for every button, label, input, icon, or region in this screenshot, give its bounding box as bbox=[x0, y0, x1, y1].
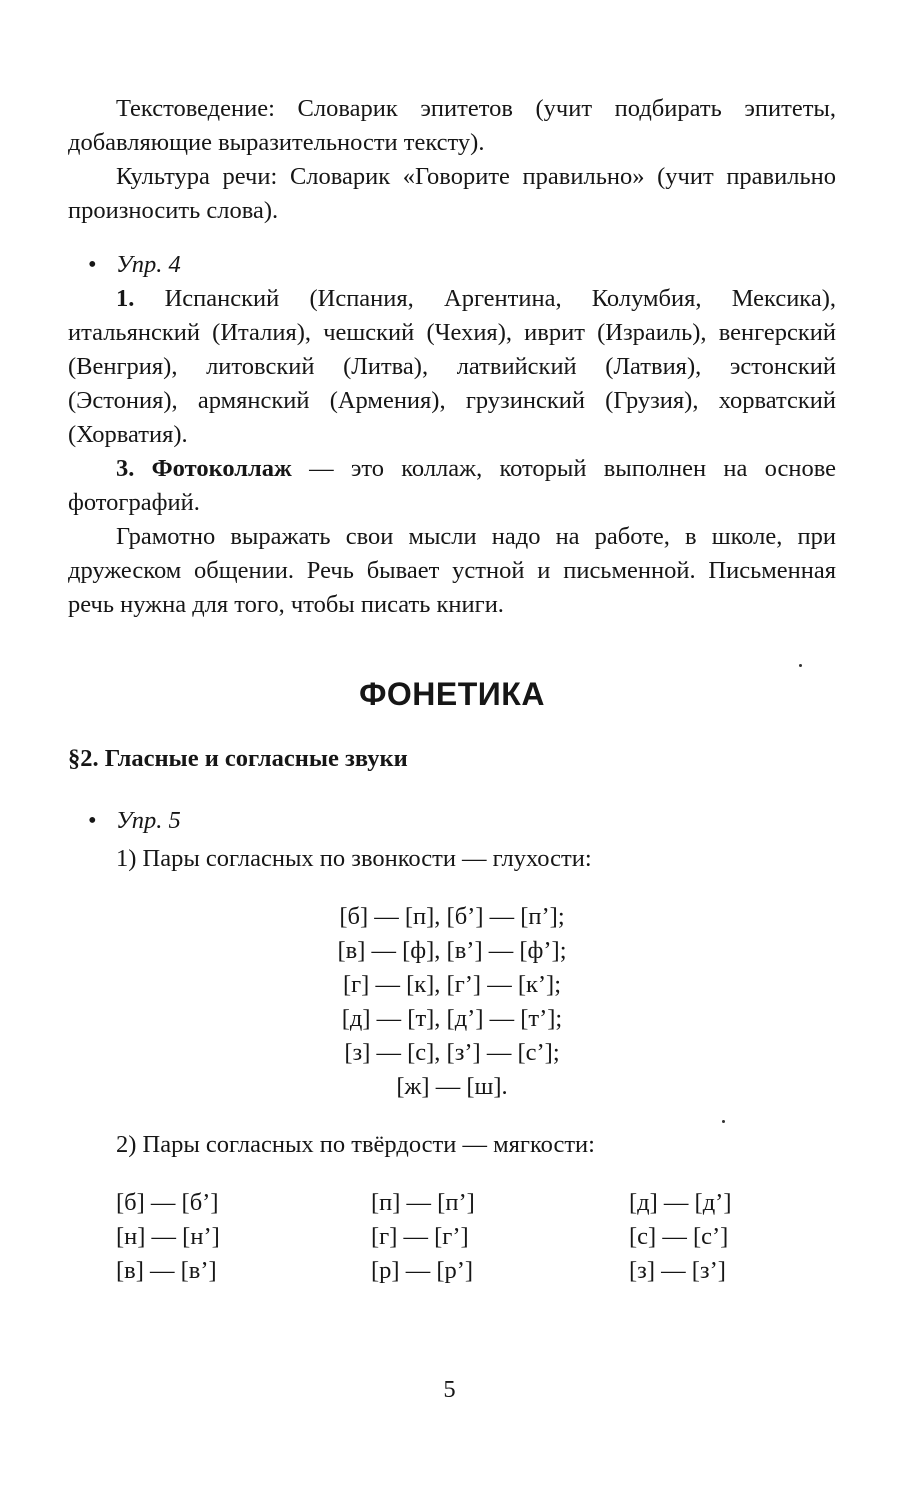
exercise-5-part-1-title: 1) Пары согласных по звонкости — глухости: bbox=[116, 845, 592, 872]
hardness-pair: [с] — [с’] bbox=[629, 1223, 729, 1250]
exercise-4-item-1 bbox=[68, 282, 836, 452]
page-number: 5 bbox=[443, 1376, 456, 1403]
hardness-pair: [г] — [г’] bbox=[371, 1223, 469, 1250]
subsection-title: §2. Гласные и согласные звуки bbox=[68, 745, 408, 772]
exercise-4-item-3 bbox=[68, 452, 836, 520]
item-number: 1. bbox=[116, 285, 135, 312]
exercise-5-part-2-title: 2) Пары согласных по твёрдости — мягкости: bbox=[116, 1131, 595, 1158]
voicing-pair: [в] — [ф], [в’] — [ф’]; bbox=[337, 937, 567, 964]
hardness-pair: [з] — [з’] bbox=[629, 1257, 726, 1284]
section-title: ФОНЕТИКА bbox=[359, 676, 545, 712]
item-number: 3. bbox=[116, 455, 135, 482]
voicing-pair: [д] — [т], [д’] — [т’]; bbox=[341, 1005, 563, 1032]
bullet-icon: • bbox=[88, 251, 97, 278]
exercise-5-heading bbox=[68, 804, 836, 838]
scan-speck bbox=[722, 1120, 725, 1123]
hardness-pair: [н] — [н’] bbox=[116, 1223, 220, 1250]
voicing-pair: [ж] — [ш]. bbox=[396, 1073, 508, 1100]
hardness-pair: [в] — [в’] bbox=[116, 1257, 217, 1284]
voicing-pair: [г] — [к], [г’] — [к’]; bbox=[342, 971, 562, 998]
hardness-pair: [р] — [р’] bbox=[371, 1257, 474, 1284]
scan-speck bbox=[799, 664, 802, 667]
exercise-5-label: Упр. 5 bbox=[116, 807, 181, 834]
term-photocollage: Фотоколлаж bbox=[151, 455, 292, 482]
page-content bbox=[68, 92, 836, 1288]
voicing-pair: [з] — [с], [з’] — [с’]; bbox=[344, 1039, 560, 1066]
paragraph-speech-culture: Культура речи: Словарик «Говорите правильно» (учит правильно произносить слова). bbox=[68, 163, 836, 224]
exercise-4-label: Упр. 4 bbox=[116, 251, 181, 278]
item-text: — это коллаж, который выполнен на основе фотографий. bbox=[68, 455, 837, 516]
paragraph-textology: Текстоведение: Словарик эпитетов (учит подбирать эпитеты, добавляющие выразительности тексту). bbox=[68, 95, 836, 156]
hardness-pair: [п] — [п’] bbox=[371, 1189, 475, 1216]
hardness-pair: [д] — [д’] bbox=[629, 1189, 732, 1216]
hardness-pairs-grid bbox=[116, 1186, 836, 1288]
exercise-4-heading bbox=[68, 248, 836, 282]
item-text: Испанский (Испания, Аргентина, Колумбия, Мексика), итальянский (Италия), чешский (Чехия), иврит (Израиль), венгерский (Венгрия), литовский (Литва), латвийский (Латвия), эстонский (Эстония), армянский (Армения), грузинский (Грузия), хорватский (Хорватия). bbox=[68, 285, 836, 448]
voicing-pairs-list bbox=[68, 900, 836, 1104]
hardness-pair: [б] — [б’] bbox=[116, 1189, 219, 1216]
exercise-4-paragraph: Грамотно выражать свои мысли надо на работе, в школе, при дружеском общении. Речь бывает устной и письменной. Письменная речь нужна для того, чтобы писать книги. bbox=[68, 523, 836, 618]
voicing-pair: [б] — [п], [б’] — [п’]; bbox=[339, 903, 565, 930]
bullet-icon: • bbox=[88, 807, 97, 834]
